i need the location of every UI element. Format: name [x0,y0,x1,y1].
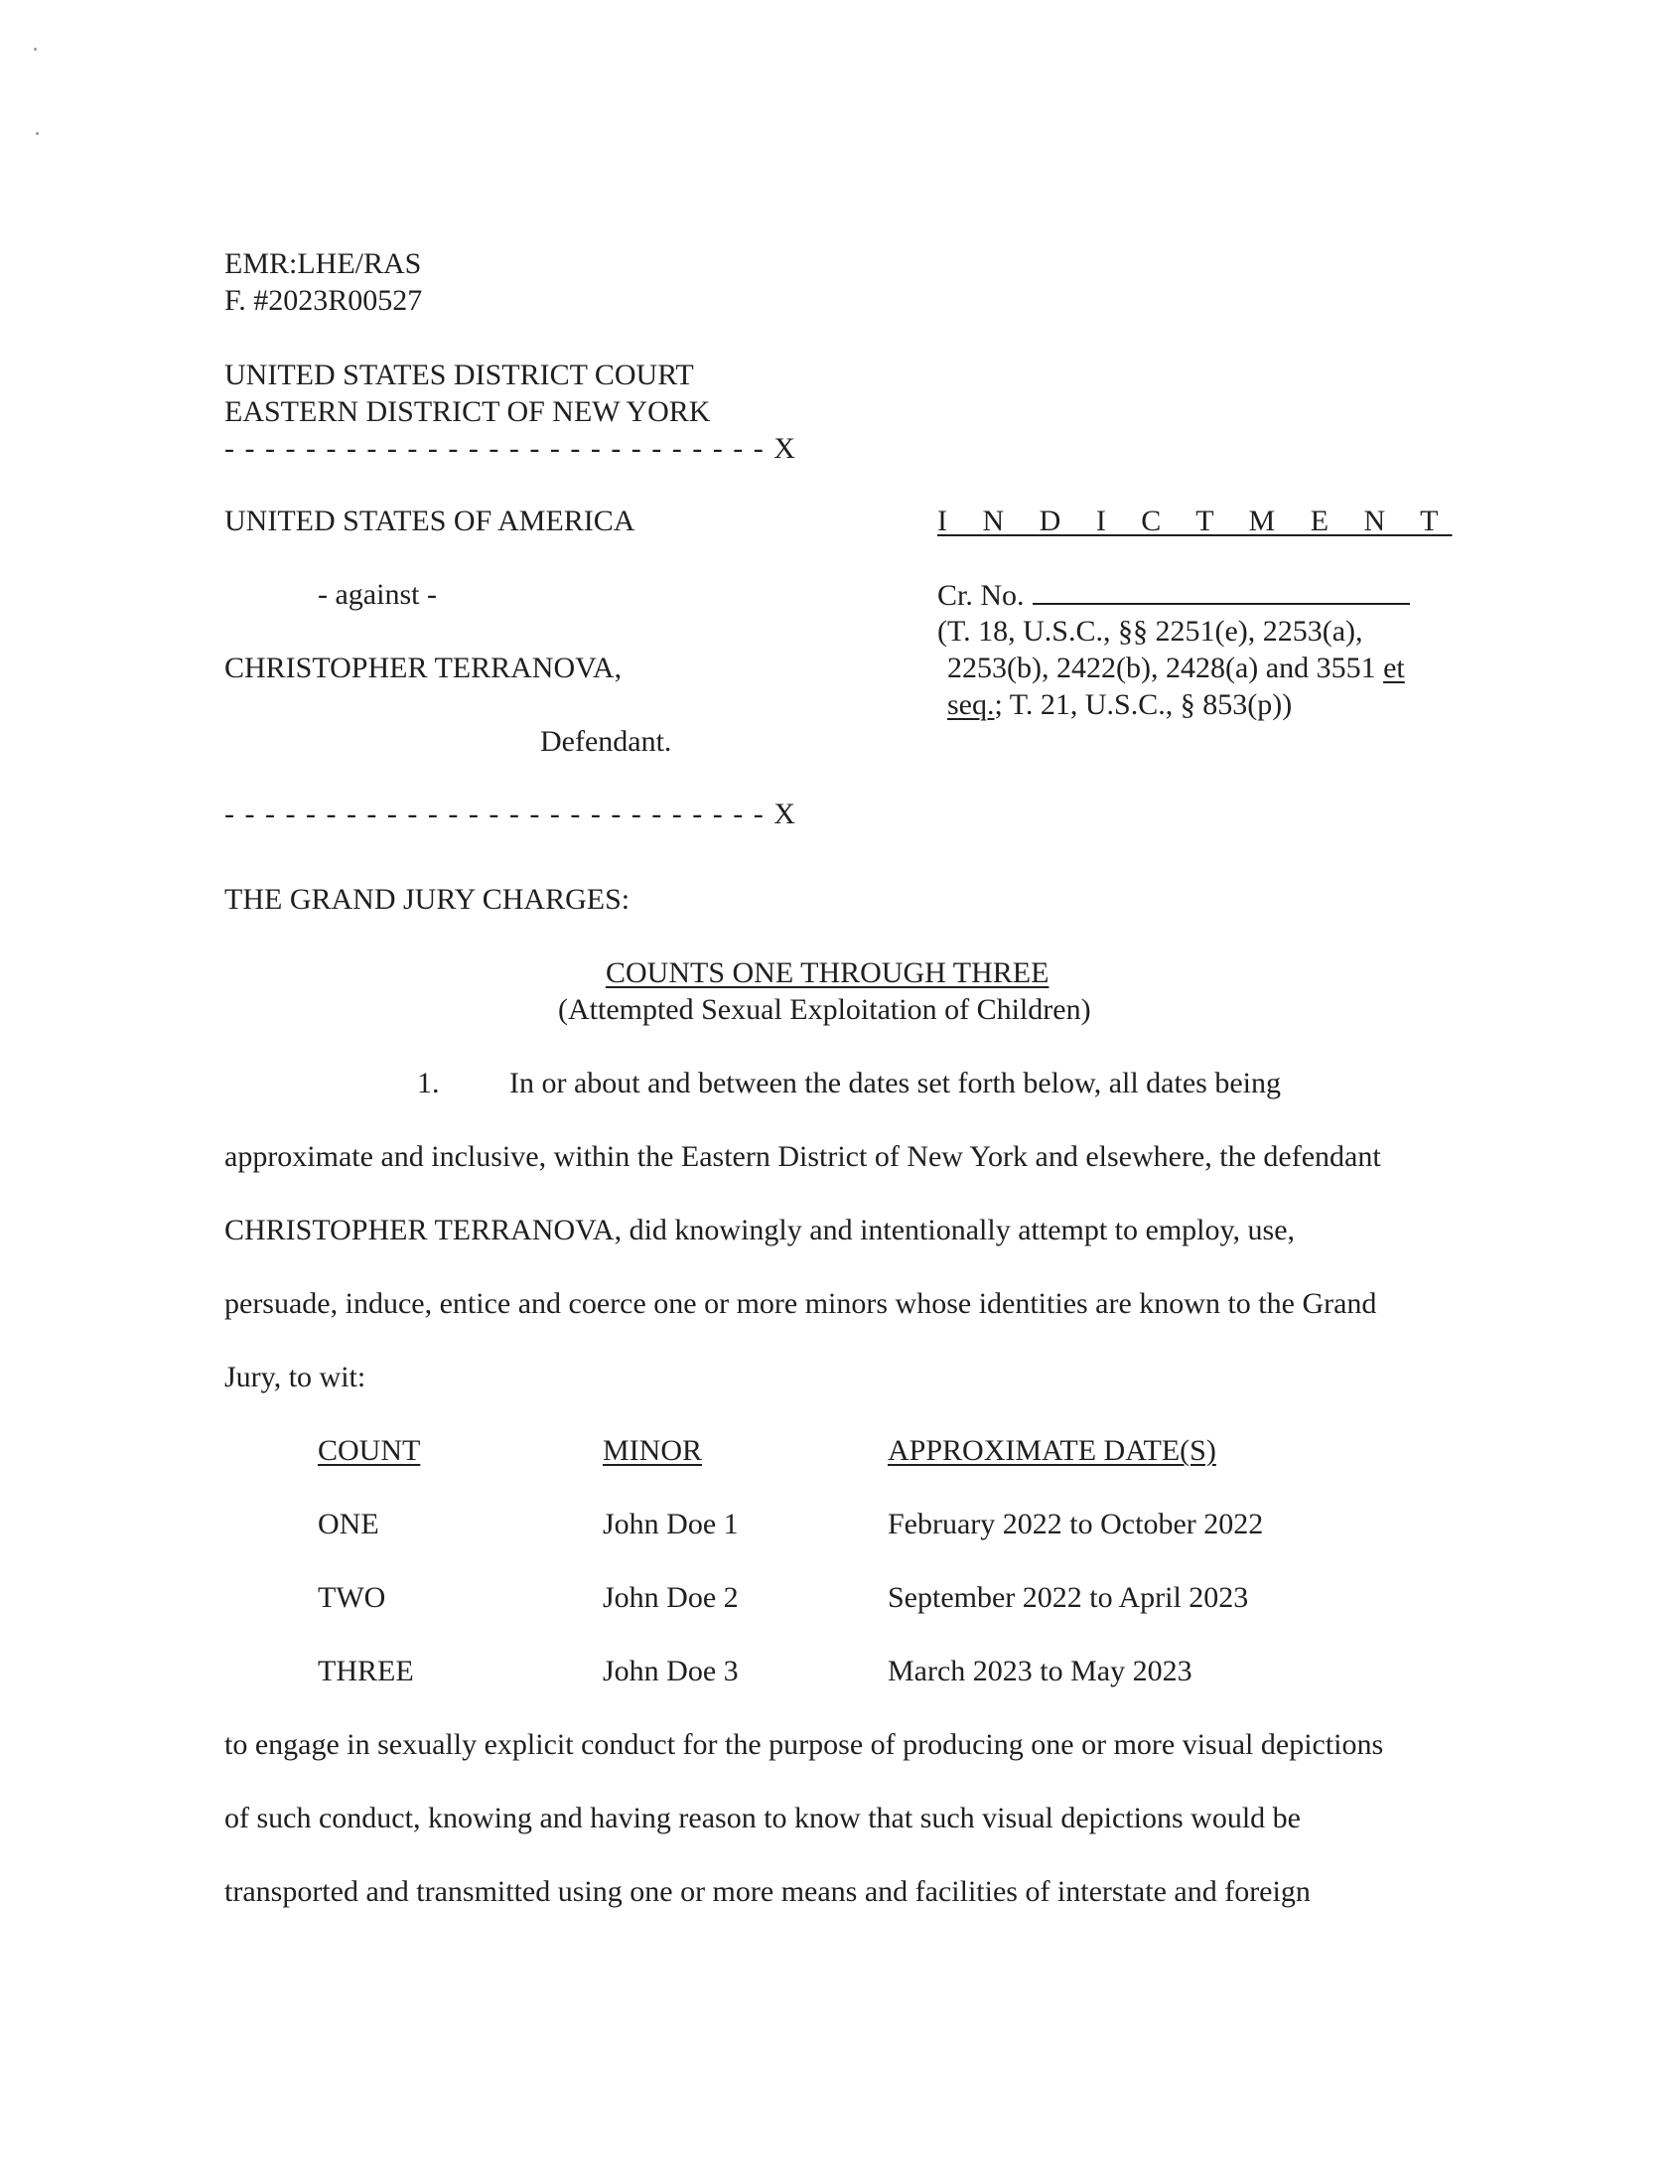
criminal-number [937,577,1410,614]
defendant-name: CHRISTOPHER TERRANOVA, [224,652,623,684]
table-cell-count: THREE [318,1655,414,1687]
statutes-line-3 [947,687,1292,723]
paragraph-number: 1. [417,1067,440,1099]
plaintiff: UNITED STATES OF AMERICA [224,505,635,537]
table-cell-dates: February 2022 to October 2022 [888,1508,1264,1540]
header-file-number: F. #2023R00527 [224,284,423,317]
paragraph-line: of such conduct, knowing and having reason to know that such visual depictions would be [224,1802,1301,1834]
counts-heading: COUNTS ONE THROUGH THREE [606,956,1050,989]
table-cell-count: ONE [318,1508,379,1540]
paragraph-line: In or about and between the dates set forth below, all dates being [509,1067,1281,1099]
court-district: EASTERN DISTRICT OF NEW YORK [224,395,711,428]
versus-text: - against - [318,578,437,611]
table-header-minor: MINOR [603,1434,703,1467]
table-cell-minor: John Doe 3 [603,1655,739,1687]
paragraph-line: to engage in sexually explicit conduct for the purpose of producing one or more visual depictions [224,1728,1384,1761]
paragraph-line: approximate and inclusive, within the Eastern District of New York and elsewhere, the defendant [224,1140,1381,1173]
table-header-count: COUNT [318,1434,421,1467]
paragraph-line: persuade, induce, entice and coerce one or more minors whose identities are known to the Grand [224,1287,1377,1320]
header-initials: EMR:LHE/RAS [224,247,422,280]
statutes-seq: seq. [947,688,995,721]
statutes-line-2-text: 2253(b), 2422(b), 2428(a) and 3551 [947,652,1376,684]
table-cell-dates: March 2023 to May 2023 [888,1655,1192,1687]
statutes-line-1: (T. 18, U.S.C., §§ 2251(e), 2253(a), [937,615,1363,648]
table-cell-minor: John Doe 1 [603,1508,739,1540]
statutes-et: et [1383,652,1405,684]
table-cell-dates: September 2022 to April 2023 [888,1581,1249,1614]
document-title: I N D I C T M E N T [937,505,1453,537]
court-name: UNITED STATES DISTRICT COURT [224,359,694,391]
criminal-number-blank [1033,577,1410,605]
paragraph-line: CHRISTOPHER TERRANOVA, did knowingly and intentionally attempt to employ, use, [224,1214,1296,1246]
paragraph-line: transported and transmitted using one or more means and facilities of interstate and foreign [224,1875,1311,1908]
caption-divider-top: - - - - - - - - - - - - - - - - - - - - - - - - - - - X [224,432,797,465]
statutes-line-3-text: ; T. 21, U.S.C., § 853(p)) [994,688,1293,721]
defendant-label: Defendant. [540,725,672,758]
table-header-dates: APPROXIMATE DATE(S) [888,1434,1216,1467]
counts-subheading: (Attempted Sexual Exploitation of Children) [558,993,1091,1026]
scan-speck [36,132,39,135]
caption-divider-bottom: - - - - - - - - - - - - - - - - - - - - - - - - - - - X [224,798,797,830]
paragraph-line: Jury, to wit: [224,1361,366,1393]
statutes-line-2 [947,651,1405,686]
table-cell-count: TWO [318,1581,386,1614]
table-cell-minor: John Doe 2 [603,1581,739,1614]
criminal-number-label: Cr. No. [937,579,1025,612]
charges-intro: THE GRAND JURY CHARGES: [224,883,630,916]
scan-speck [34,48,37,51]
